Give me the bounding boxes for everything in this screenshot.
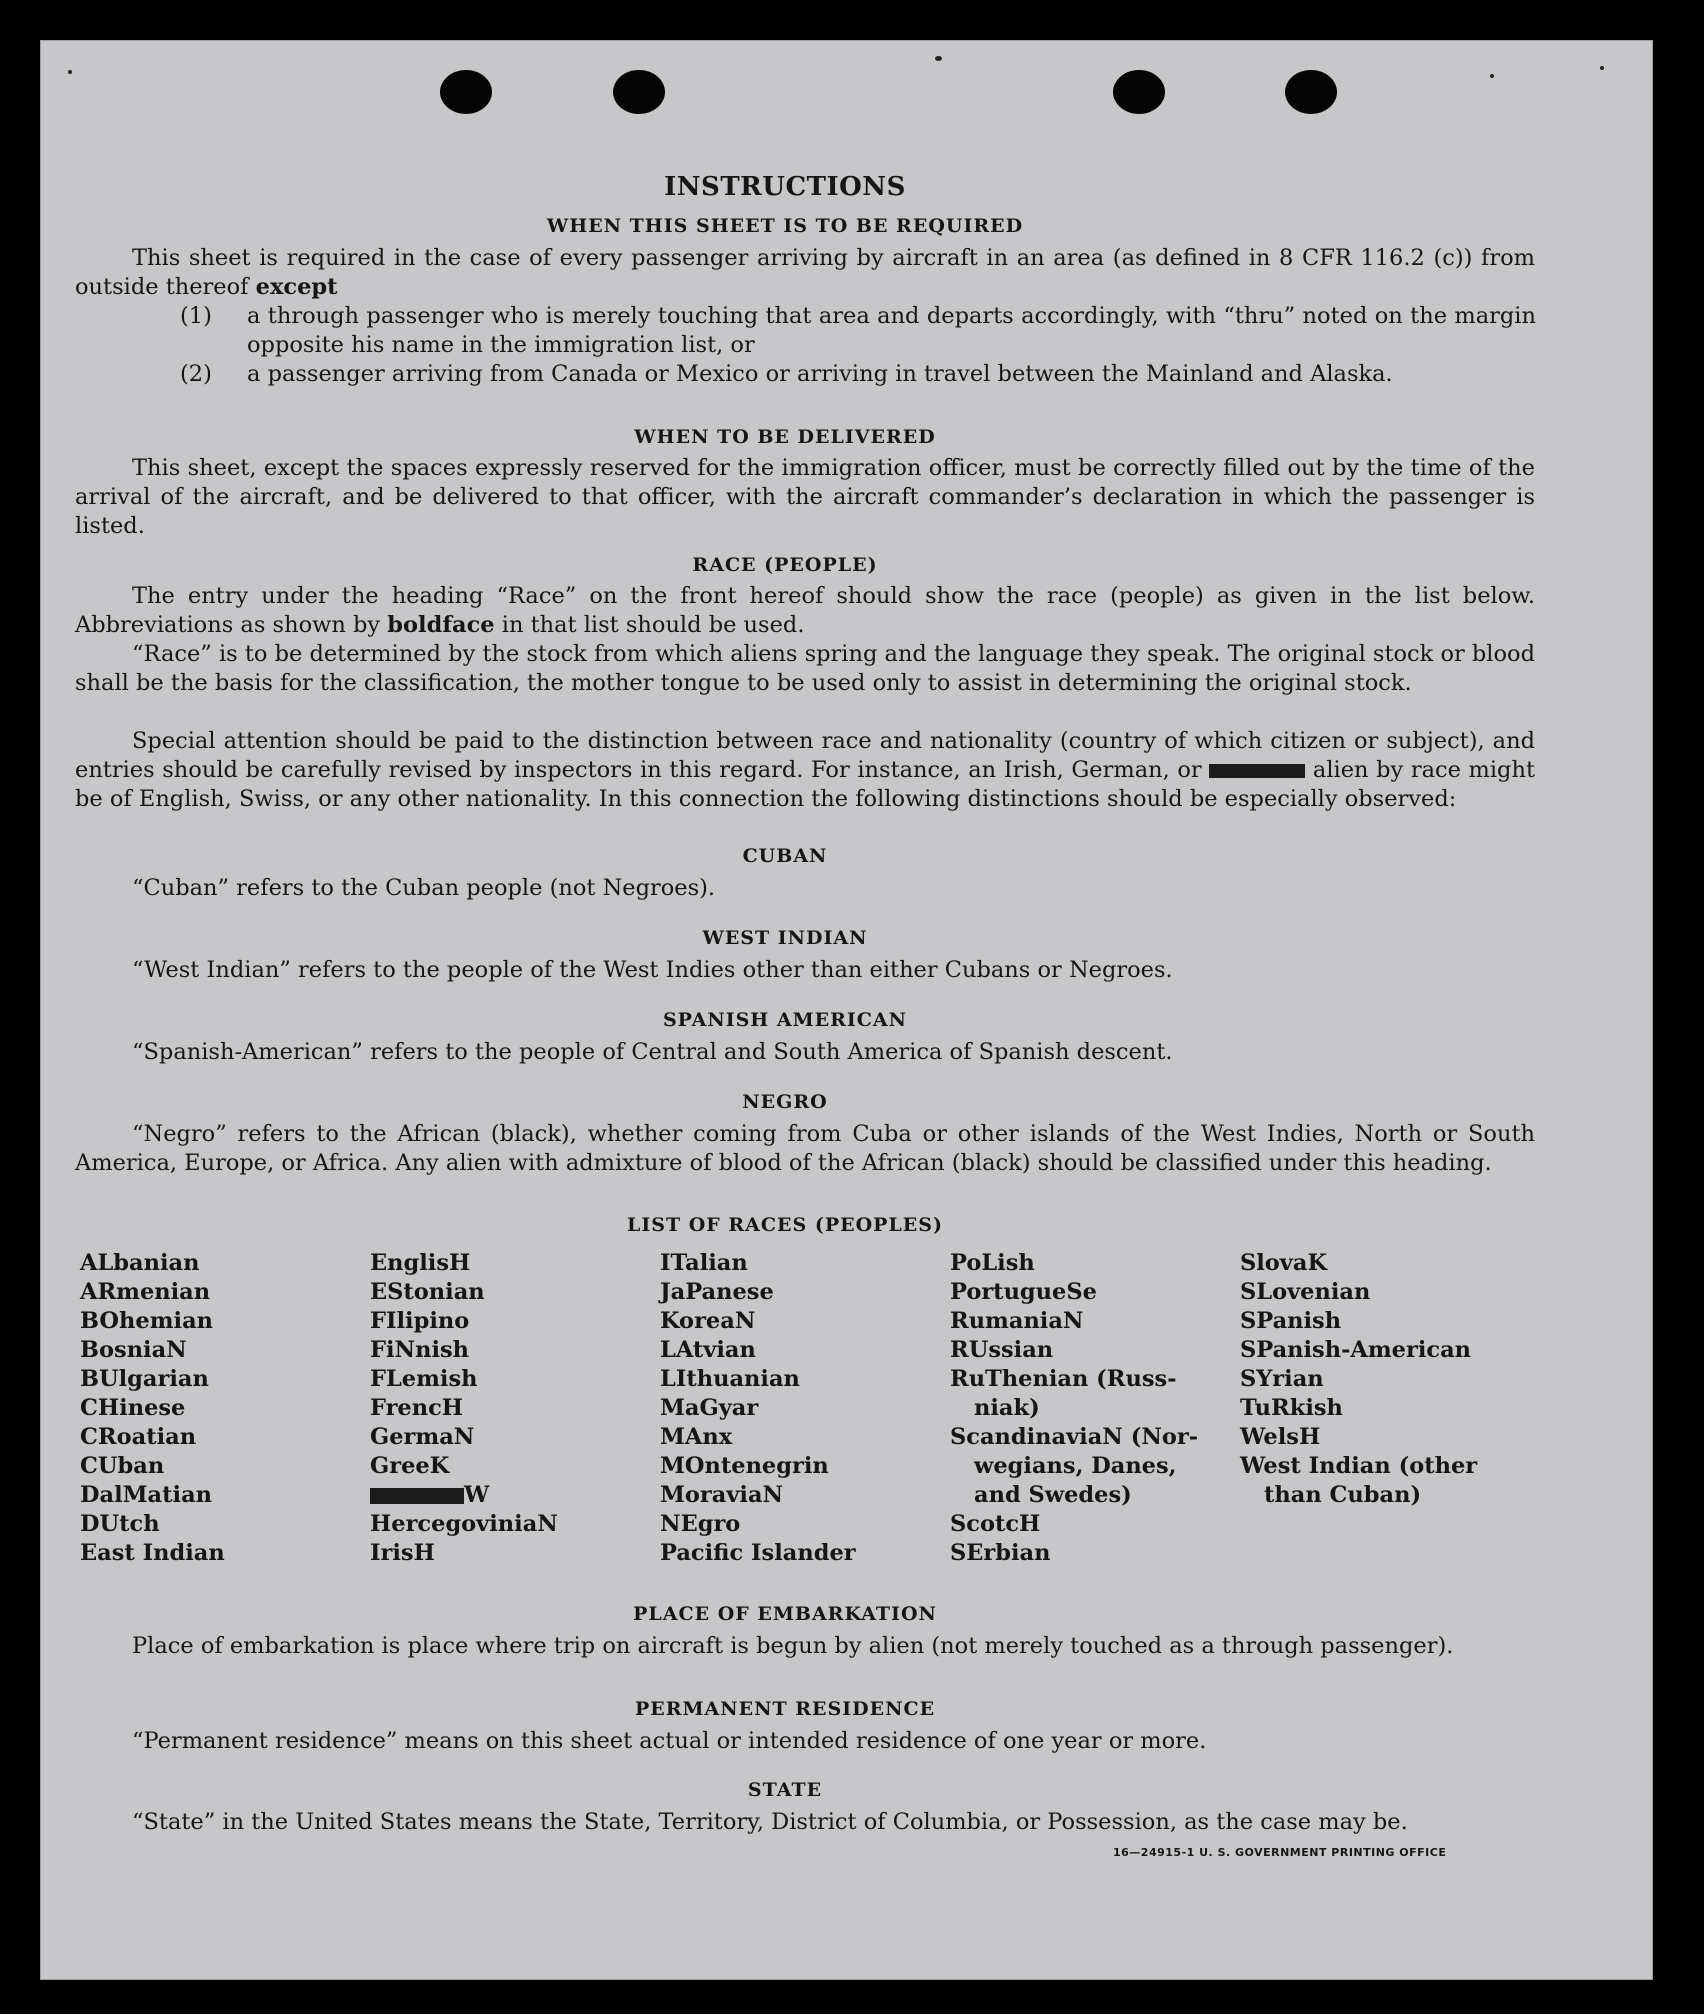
race-entry: KoreaN [660,1308,756,1334]
race-entry: PoLish [950,1250,1035,1276]
race-entry: ScotcH [950,1511,1041,1537]
race-entry: ITalian [660,1250,748,1276]
race-entry-continuation: niak) [974,1395,1040,1421]
exception-item-1 [180,302,1536,360]
item-text: a passenger arriving from Canada or Mexico or arriving in travel between the Mainland and Alaska. [247,361,1393,387]
cuban-heading: CUBAN [742,845,828,867]
permanent-residence-heading: PERMANENT RESIDENCE [634,1698,936,1720]
embarkation-heading: PLACE OF EMBARKATION [633,1603,937,1625]
race-entry: ALbanian [80,1250,200,1276]
race-entry-continuation: and Swedes) [974,1482,1132,1508]
item-number: (1) [180,303,212,329]
race-entry: Pacific Islander [660,1540,856,1566]
speck [1600,66,1604,70]
race-entry-continuation: wegians, Danes, [974,1453,1177,1479]
race-entry: GermaN [370,1424,475,1450]
speck [1490,74,1494,78]
race-p1-text: The entry under the heading “Race” on the front hereof should show the race (people) as given in the list below. Abbreviations as shown by [75,583,1535,638]
state-heading: STATE [747,1779,823,1801]
race-entry: SYrian [1240,1366,1324,1392]
race-entry: LIthuanian [660,1366,800,1392]
race-heading: RACE (PEOPLE) [692,554,878,576]
race-entry: CRoatian [80,1424,197,1450]
race-entry: SErbian [950,1540,1051,1566]
punch-hole [1113,70,1165,114]
spanish-american-text: “Spanish-American” refers to the people of Central and South America of Spanish descent. [132,1039,1173,1065]
race-column-5 [1240,1249,1477,1510]
list-of-races-heading: LIST OF RACES (PEOPLES) [627,1214,943,1236]
race-entry: West Indian (other [1240,1453,1478,1479]
race-entry: MAnx [660,1424,733,1450]
race-entry: JaPanese [660,1279,774,1305]
printing-office-imprint: 16—24915-1 U. S. GOVERNMENT PRINTING OFFICE [1113,1846,1447,1859]
redaction-mark [1209,764,1305,778]
race-entry: BUlgarian [80,1366,209,1392]
race-entry: PortugueSe [950,1279,1097,1305]
race-entry: IrisH [370,1540,435,1566]
punch-hole [613,70,665,114]
race-entry: HercegoviniaN [370,1511,558,1537]
state-text: “State” in the United States means the State, Territory, District of Columbia, or Possession, as the case may be. [132,1809,1408,1835]
race-entry: BOhemian [80,1308,214,1334]
permanent-residence-text: “Permanent residence” means on this sheet actual or intended residence of one year or more. [132,1728,1207,1754]
race-paragraph-2: “Race” is to be determined by the stock from which aliens spring and the language they speak. The original stock or blood shall be the basis for the classification, the mother tongue to be used only to assist in determining the original stock. [75,641,1535,696]
punch-hole [440,70,492,114]
page-title: INSTRUCTIONS [664,172,906,202]
race-entry: EStonian [370,1279,485,1305]
race-entry: BosniaN [80,1337,187,1363]
race-entry: CUban [80,1453,165,1479]
west-indian-heading: WEST INDIAN [702,927,868,949]
redaction-mark [370,1488,464,1504]
race-entry: EnglisH [370,1250,471,1276]
race-entry: DalMatian [80,1482,213,1508]
when-delivered-heading: WHEN TO BE DELIVERED [634,426,936,448]
race-p3-after: alien by race might be of English, Swiss, or any other nationality. In this connection the following distinctions should be especially observed: [75,757,1535,812]
exception-item-2 [180,360,1536,389]
race-entry-redacted [370,1481,558,1510]
race-entry: FiNnish [370,1337,470,1363]
race-column-3 [660,1249,856,1568]
negro-heading: NEGRO [742,1091,828,1113]
race-entry: SlovaK [1240,1250,1328,1276]
race-entry: NEgro [660,1511,741,1537]
race-entry: SLovenian [1240,1279,1371,1305]
race-entry: WelsH [1240,1424,1321,1450]
west-indian-text: “West Indian” refers to the people of the West Indies other than either Cubans or Negroes. [132,957,1173,983]
embarkation-text: Place of embarkation is place where trip on aircraft is begun by alien (not merely touched as a through passenger). [132,1633,1454,1659]
race-entry: East Indian [80,1540,225,1566]
race-entry: RUssian [950,1337,1054,1363]
when-delivered-text: This sheet, except the spaces expressly reserved for the immigration officer, must be correctly filled out by the time of the arrival of the aircraft, and be delivered to that officer, with the aircraft commander’s declaration in which the passenger is listed. [75,455,1535,539]
when-required-intro [75,244,1535,302]
race-entry: FIlipino [370,1308,470,1334]
item-text: a through passenger who is merely touching that area and departs accordingly, with “thru” noted on the margin opposite his name in the immigration list, or [247,303,1536,358]
race-entry: SPanish [1240,1308,1342,1334]
when-required-heading: WHEN THIS SHEET IS TO BE REQUIRED [546,215,1024,237]
race-paragraph-3 [75,727,1535,814]
boldface-emphasis: boldface [387,612,495,638]
race-entry: CHinese [80,1395,186,1421]
race-entry: LAtvian [660,1337,756,1363]
race-column-1 [80,1249,225,1568]
race-entry-continuation: than Cuban) [1264,1482,1422,1508]
race-entry: MOntenegrin [660,1453,829,1479]
speck [68,70,72,74]
item-number: (2) [180,361,212,387]
spanish-american-heading: SPANISH AMERICAN [662,1009,908,1031]
race-entry: MoraviaN [660,1482,784,1508]
race-p3-before: Special attention should be paid to the distinction between race and nationality (country of which citizen or subject), and entries should be carefully revised by inspectors in this regard. For instance, an Irish, German, or [75,728,1535,783]
race-column-2 [370,1249,558,1568]
race-entry: RuThenian (Russ- [950,1366,1177,1392]
race-paragraph-1 [75,582,1535,640]
race-entry: SPanish-American [1240,1337,1472,1363]
race-column-4 [950,1249,1198,1568]
race-entry: DUtch [80,1511,160,1537]
race-entry: RumaniaN [950,1308,1084,1334]
negro-text: “Negro” refers to the African (black), whether coming from Cuba or other islands of the West Indies, North or South America, Europe, or Africa. Any alien with admixture of blood of the African (black) should be classified under this heading. [75,1121,1535,1176]
race-entry: FrencH [370,1395,464,1421]
race-entry: ScandinaviaN (Nor- [950,1424,1199,1450]
instruction-sheet [40,40,1653,1980]
punch-hole [1285,70,1337,114]
race-entry: TuRkish [1240,1395,1343,1421]
race-entry: GreeK [370,1453,450,1479]
when-required-intro-text: This sheet is required in the case of every passenger arriving by aircraft in an area (as defined in 8 CFR 116.2 (c)) from outside thereof [75,245,1535,300]
race-entry: ARmenian [80,1279,211,1305]
race-entry: FLemish [370,1366,478,1392]
race-entry: MaGyar [660,1395,759,1421]
race-p1-end: in that list should be used. [501,612,805,638]
race-entry-tail: W [464,1482,490,1508]
cuban-text: “Cuban” refers to the Cuban people (not Negroes). [132,875,716,901]
speck [935,56,942,61]
except-emphasis: except [255,274,338,300]
